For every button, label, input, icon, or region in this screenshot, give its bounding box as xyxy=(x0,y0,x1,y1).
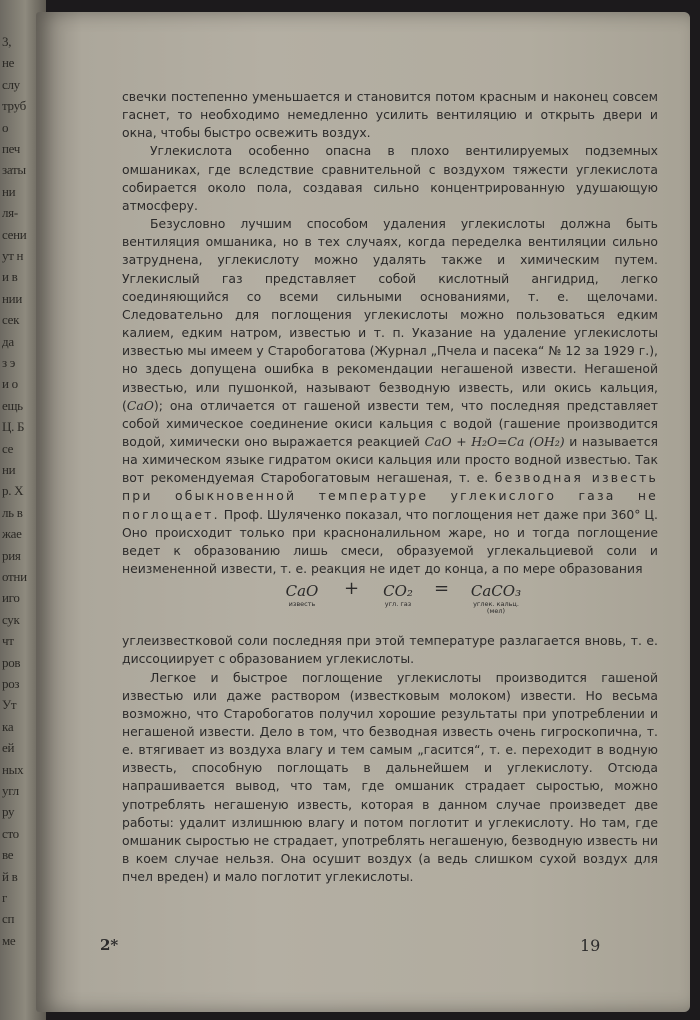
previous-page-fragment: Ц. Б xyxy=(2,419,25,435)
signature-mark: 2* xyxy=(100,936,119,954)
paragraph-3: Безусловно лучшим способом удаления углекислоты должна быть вентиляция омшаника, но в тех случаях, когда переделка вентиляции сильно затруднена, углекислоту можно удалять также и химическим путем. Углекислый газ представляет собой кислотный ангидрид, легко соединяющийся со всеми сильными основаниями, т. е. щелочами. Следовательно для поглощения углекислоты можно пользоваться едким калием, едким натром, известью и т. п. Указание на удаление углекислоты известью мы имеем у Старобогатова (Журнал „Пчела и пасека“ № 12 за 1929 г.), но здесь допущена ошибка в рекомендации негашеной извести. Негашеной известью, или пушонкой, называют безводную известь, или окись кальция, (CaO); она отличается от гашеной извести тем, что последняя представляет собой химическое соединение окиси кальция с водой (гашение производится водой, химически оно выражается реакцией CaO + H₂O=Ca (OH₂) и называется на химическом языке гидратом окиси кальция или просто водной известью. Так вот рекомендуемая Старобогатовым негашеная, т. е. безводная известь при обыкновенной температуре углекислого газа не поглощает. Проф. Шуляченко показал, что поглощения нет даже при 360° Ц. Оно происходит только при красноналильном жаре, но и тогда поглощение ведет к образованию лишь смеси, образуемой углекальциевой соли и неизмененной извести, т. е. реакция не идет до конца, а по мере образования xyxy=(122,216,658,577)
paragraph-4: углеизвестковой соли последняя при этой температуре разлагается вновь, т. е. диссоциирует с образованием углекислоты. xyxy=(122,633,658,667)
paragraph-2: Углекислота особенно опасна в плохо вентилируемых подземных омшаниках, где вследствие сравнительной с воздухом тяжести углекислота собирается около пола, создавая сильно концентрированную удушающую атмосферу. xyxy=(122,143,658,213)
previous-page-fragment: печ xyxy=(2,141,21,156)
previous-page-fragment: й в xyxy=(2,868,18,884)
equation-term-caco3: CaCO₃ углек. кальц. (мел) xyxy=(470,582,522,616)
previous-page-fragment: Ут xyxy=(2,697,17,713)
previous-page-fragment: г xyxy=(2,890,8,905)
paragraph-1: свечки постепенно уменьшается и становится потом красным и наконец совсем гаснет, то необходимо немедленно усилить вентиляцию и открыть двери и окна, чтобы быстро освежить воздух. xyxy=(122,89,658,141)
previous-page-fragment: заты xyxy=(2,162,26,178)
page-number: 19 xyxy=(580,936,601,955)
emphasized-statement: безводная известь при обыкновенной температуре углекислого газа не поглощает. xyxy=(122,470,658,522)
paragraph-5: Легкое и быстрое поглощение углекислоты производится гашеной известью или даже раствором (известковым молоком) извести. Но весьма возможно, что Старобогатов получил хорошие результаты при употреблении и негашеной извести. Дело в том, что безводная известь очень гигроскопична, т. е. втягивает из воздуха влагу и тем самым „гасится“, т. е. переходит в водную известь, способную поглощать в дальнейшем и углекислоту. Отсюда напрашивается вывод, что там, где омшаник страдает сыростью, можно употреблять негашеную известь, которая в данном случае произведет две работы: удалит излишнюю влагу и потом поглотит и углекислоту. Но там, где омшаник сыростью не страдает, употреблять негашеную, безводную известь ни в коем случае нельзя. Она осушит воздух (а ведь слишком сухой воздух для пчел вреден) и мало поглотит углекислоты. xyxy=(122,669,658,885)
previous-page-fragment: иго xyxy=(2,590,20,606)
previous-page-fragment: сени xyxy=(2,226,27,242)
previous-page-fragment: и о xyxy=(2,376,18,392)
previous-page-fragment: ных xyxy=(2,761,24,777)
previous-page-fragment: р. Х xyxy=(2,483,24,499)
previous-page-fragment: 3, xyxy=(2,34,12,49)
previous-page-fragment: рия xyxy=(2,547,21,563)
previous-page-fragment: чт xyxy=(2,633,14,649)
previous-page-fragment: ль в xyxy=(2,504,23,520)
previous-page-fragment: сек xyxy=(2,312,20,328)
previous-page-fragment: да xyxy=(2,333,14,349)
previous-page-fragment: роз xyxy=(2,676,20,691)
previous-page-fragment: жае xyxy=(2,526,22,542)
page-body xyxy=(122,88,658,886)
previous-page-fragment: ни xyxy=(2,462,16,477)
previous-page-fragment: о xyxy=(2,119,9,135)
previous-page-fragment: слу xyxy=(2,76,20,92)
equation-term-co2: CO₂ угл. газ xyxy=(383,582,413,609)
previous-page-fragment: з э xyxy=(2,355,16,370)
previous-page-fragment: сто xyxy=(2,825,19,841)
formula-cao: CaO xyxy=(126,397,154,413)
previous-page-fragment: ещь xyxy=(2,397,23,413)
previous-page-fragment: сук xyxy=(2,611,20,627)
previous-page-fragment: ру xyxy=(2,804,15,820)
previous-page-fragment: нии xyxy=(2,290,22,306)
previous-page-fragment: отни xyxy=(2,569,27,584)
previous-page-fragment: сп xyxy=(2,911,15,927)
equation-term-cao: CaO известь xyxy=(285,582,319,609)
previous-page-fragment: ут н xyxy=(2,248,24,263)
equation-plus: + xyxy=(344,578,360,600)
equation-equals: = xyxy=(434,578,450,600)
previous-page-fragment: ров xyxy=(2,654,21,670)
previous-page-fragment: не xyxy=(2,55,15,71)
previous-page-fragment: ме xyxy=(2,932,16,948)
previous-page-fragment: ве xyxy=(2,847,14,863)
chemical-equation xyxy=(122,578,658,630)
previous-page-fragment: се xyxy=(2,440,14,456)
previous-page-fragment: труб xyxy=(2,98,26,114)
previous-page-fragment: ка xyxy=(2,718,14,734)
previous-page-fragment: угл xyxy=(2,783,19,798)
previous-page-fragment: ни xyxy=(2,183,16,199)
previous-page-fragment: ей xyxy=(2,740,15,756)
formula-slaking-reaction: CaO + H₂O=Ca (OH₂) xyxy=(424,433,565,449)
book-page xyxy=(36,12,690,1012)
previous-page-fragment: ля- xyxy=(2,205,18,221)
previous-page-fragment: и в xyxy=(2,269,18,285)
